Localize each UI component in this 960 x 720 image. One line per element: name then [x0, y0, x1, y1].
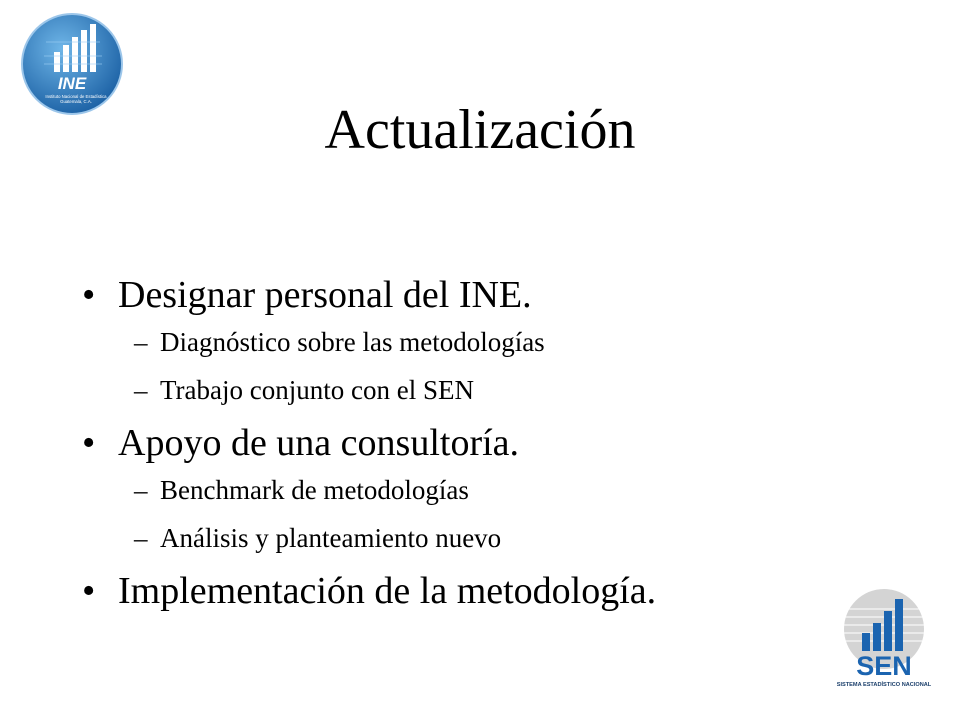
sen-logo-icon	[832, 585, 936, 691]
bullet-item	[82, 272, 902, 318]
bullet-list	[82, 272, 902, 614]
dash-marker: –	[134, 475, 148, 505]
bullet-text: Implementación de la metodología.	[118, 570, 657, 612]
bullet-text: Apoyo de una consultoría.	[118, 422, 520, 464]
sub-bullet-item	[82, 514, 902, 562]
sub-bullet-item	[82, 318, 902, 366]
svg-text:Instituto Nacional de Estadíst: Instituto Nacional de Estadística	[45, 94, 107, 99]
dash-marker: –	[134, 375, 148, 405]
bullet-marker: •	[82, 422, 96, 464]
bullet-item	[82, 568, 902, 614]
bullet-item	[82, 420, 902, 466]
svg-text:SISTEMA ESTADÍSTICO NACIONAL: SISTEMA ESTADÍSTICO NACIONAL	[836, 682, 932, 688]
sub-bullet-text: Benchmark de metodologías	[160, 475, 469, 505]
bullet-marker: •	[82, 570, 96, 612]
svg-text:SEN: SEN	[856, 651, 912, 681]
sub-bullet-text: Trabajo conjunto con el SEN	[160, 375, 474, 405]
sub-bullet-text: Análisis y planteamiento nuevo	[160, 523, 502, 553]
sub-bullet-item	[82, 366, 902, 414]
slide-title: Actualización	[324, 99, 636, 161]
svg-text:Guatemala, C.A.: Guatemala, C.A.	[60, 99, 92, 104]
sub-bullet-text: Diagnóstico sobre las metodologías	[160, 327, 545, 357]
bullet-marker: •	[82, 274, 96, 316]
sub-bullet-item	[82, 466, 902, 514]
dash-marker: –	[134, 327, 148, 357]
dash-marker: –	[134, 523, 148, 553]
bullet-text: Designar personal del INE.	[118, 274, 532, 316]
svg-text:INE: INE	[57, 74, 87, 93]
